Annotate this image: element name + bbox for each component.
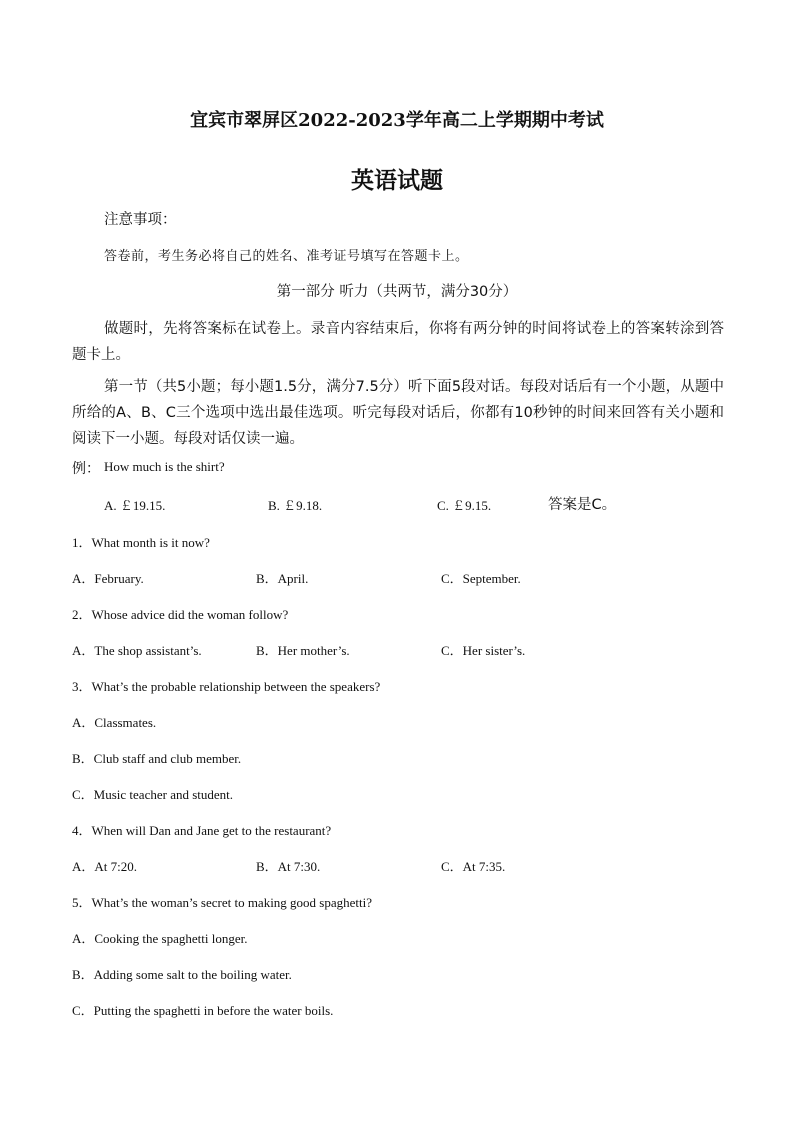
option-a: A．February.: [72, 571, 144, 586]
exam-title: 宜宾市翠屏区2022-2023学年高二上学期期中考试: [190, 110, 604, 131]
exam-subtitle: 英语试题: [351, 167, 443, 194]
option-a: A．Classmates.: [72, 715, 157, 730]
option-c: C．Her sister’s.: [441, 643, 526, 658]
option-c: C．At 7:35.: [441, 859, 506, 874]
question-text: 2．Whose advice did the woman follow?: [72, 607, 289, 622]
example-label: 例：: [72, 461, 100, 477]
notice-heading: 注意事项：: [104, 212, 177, 228]
question-text: 3．What’s the probable relationship between the speakers?: [72, 679, 381, 694]
example-option-c: C. ￡9.15.: [437, 498, 492, 513]
example-option-b: B. ￡9.18.: [268, 498, 323, 513]
question-text: 1．What month is it now?: [72, 535, 210, 550]
option-c: C．September.: [441, 571, 521, 586]
example-answer: 答案是C。: [548, 497, 617, 513]
option-b: B．At 7:30.: [256, 859, 321, 874]
option-a: A．The shop assistant’s.: [72, 643, 202, 658]
instruction-paragraph-1: 做题时，先将答案标在试卷上。录音内容结束后，你将有两分钟的时间将试卷上的答案转涂到答题卡上。: [72, 321, 724, 363]
option-c: C．Putting the spaghetti in before the water boils.: [72, 1003, 334, 1018]
option-a: A．At 7:20.: [72, 859, 138, 874]
option-a: A．Cooking the spaghetti longer.: [72, 931, 248, 946]
instruction-paragraph-2: 第一节（共5小题；每小题1.5分，满分7.5分）听下面5段对话。每段对话后有一个小题，从题中所给的A、B、C三个选项中选出最佳选项。听完每段对话后，你都有10秒钟的时间来回答有关小题和阅读下一小题。每段对话仅读一遍。: [72, 379, 724, 447]
notice-text: 答卷前，考生务必将自己的姓名、准考证号填写在答题卡上。: [104, 249, 469, 264]
option-c: C．Music teacher and student.: [72, 787, 234, 802]
question-text: 5．What’s the woman’s secret to making good spaghetti?: [72, 895, 373, 910]
option-b: B．Club staff and club member.: [72, 751, 242, 766]
question-text: 4．When will Dan and Jane get to the restaurant?: [72, 823, 332, 838]
part-heading: 第一部分 听力（共两节，满分30分）: [276, 284, 518, 300]
option-b: B．April.: [256, 571, 309, 586]
example-option-a: A. ￡19.15.: [104, 498, 166, 513]
option-b: B．Her mother’s.: [256, 643, 350, 658]
example-question: How much is the shirt?: [104, 459, 225, 474]
option-b: B．Adding some salt to the boiling water.: [72, 967, 292, 982]
